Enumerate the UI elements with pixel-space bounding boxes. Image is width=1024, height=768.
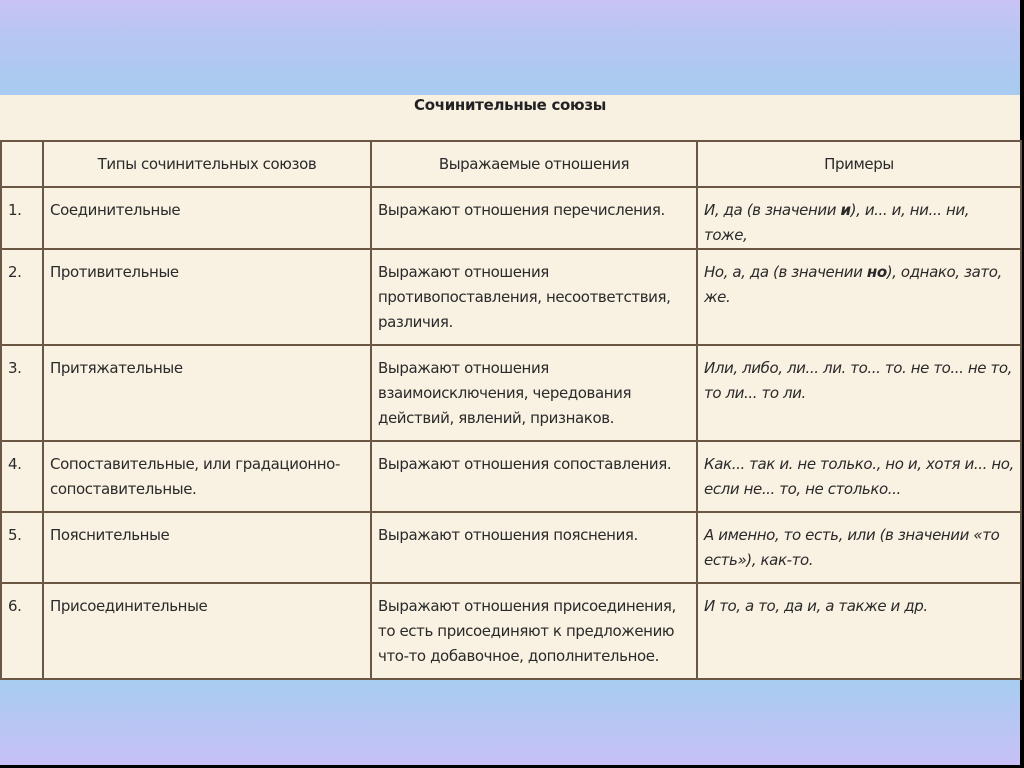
row-examples: Но, а, да (в значении но), однако, зато, же. xyxy=(697,249,1021,345)
row-number: 4. xyxy=(1,441,43,512)
table-row xyxy=(1,441,1021,512)
row-relation: Выражают отношения присоединения, то есть присоединяют к предложению что-то добавочное, дополнительное. xyxy=(371,583,697,679)
row-examples: Или, либо, ли... ли. то... то. не то... не то, то ли... то ли. xyxy=(697,345,1021,441)
row-relation: Выражают отношения пояснения. xyxy=(371,512,697,583)
row-relation: Выражают отношения взаимоисключения, чередования действий, явлений, признаков. xyxy=(371,345,697,441)
table-row xyxy=(1,512,1021,583)
row-number: 1. xyxy=(1,187,43,249)
row-examples: И то, а то, да и, а также и др. xyxy=(697,583,1021,679)
row-relation: Выражают отношения противопоставления, несоответствия, различия. xyxy=(371,249,697,345)
row-type: Присоединительные xyxy=(43,583,371,679)
row-examples: А именно, то есть, или (в значении «то есть»), как-то. xyxy=(697,512,1021,583)
row-examples: Как... так и. не только., но и, хотя и... но, если не... то, не столько... xyxy=(697,441,1021,512)
row-relation: Выражают отношения перечисления. xyxy=(371,187,697,249)
header-row xyxy=(1,141,1021,187)
table-row xyxy=(1,345,1021,441)
conjunctions-table xyxy=(0,140,1022,680)
row-number: 2. xyxy=(1,249,43,345)
row-type: Соединительные xyxy=(43,187,371,249)
row-number: 3. xyxy=(1,345,43,441)
row-type: Пояснительные xyxy=(43,512,371,583)
row-examples: И, да (в значении и), и... и, ни... ни, тоже, xyxy=(697,187,1021,249)
header-number xyxy=(1,141,43,187)
table-row xyxy=(1,249,1021,345)
table-title: Сочинительные союзы xyxy=(413,96,607,114)
row-type: Сопоставительные, или градационно-сопоставительные. xyxy=(43,441,371,512)
table-row xyxy=(1,583,1021,679)
table-row xyxy=(1,187,1021,249)
header-type: Типы сочинительных союзов xyxy=(43,141,371,187)
row-number: 6. xyxy=(1,583,43,679)
row-number: 5. xyxy=(1,512,43,583)
header-examples: Примеры xyxy=(697,141,1021,187)
row-relation: Выражают отношения сопоставления. xyxy=(371,441,697,512)
header-relation: Выражаемые отношения xyxy=(371,141,697,187)
row-type: Притяжательные xyxy=(43,345,371,441)
row-type: Противительные xyxy=(43,249,371,345)
